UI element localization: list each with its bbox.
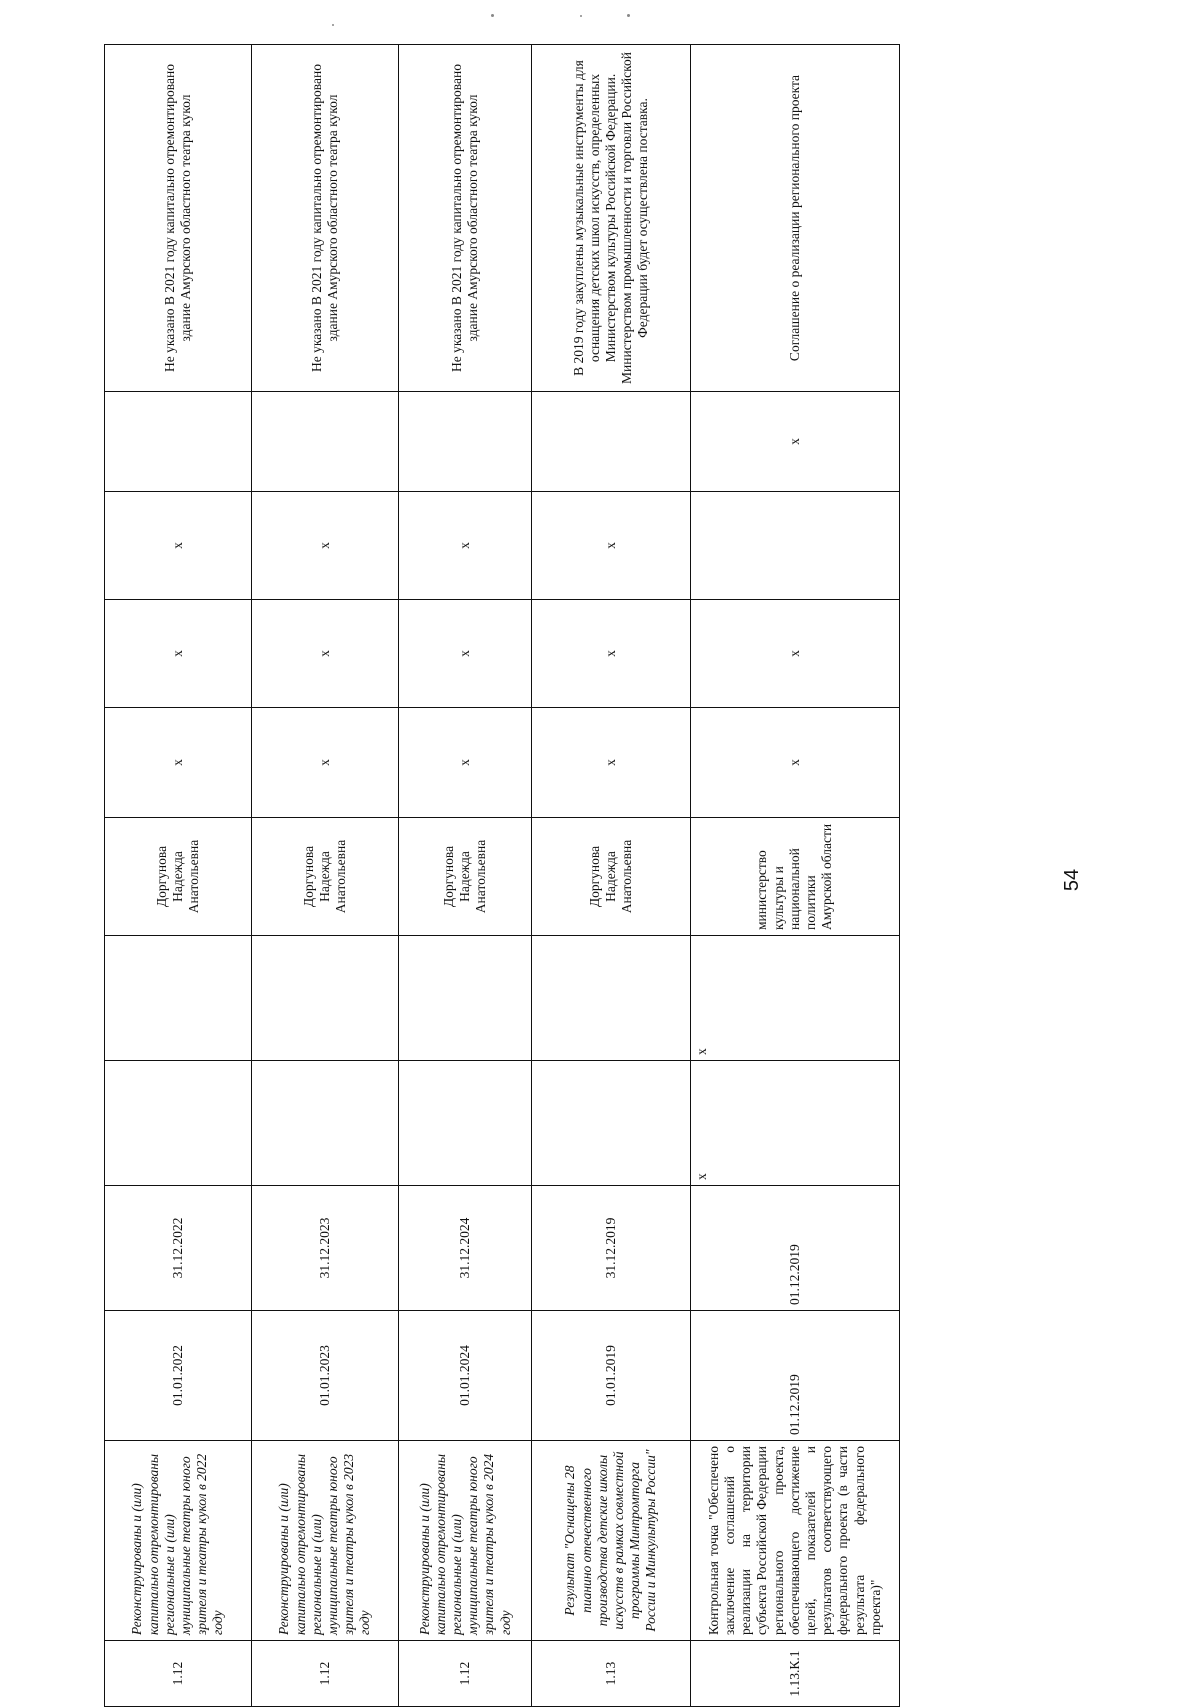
responsible-person: Доргунова Надежда Анатольевна (532, 818, 690, 936)
responsible-person: министерство культуры и национальной политики Амурской области (690, 818, 899, 936)
x-mark (690, 492, 899, 600)
table-row (690, 45, 899, 1707)
responsible-person: Доргунова Надежда Анатольевна (398, 818, 531, 936)
mark-cell (105, 1061, 252, 1186)
start-date: 01.01.2019 (532, 1311, 690, 1441)
x-mark (532, 392, 690, 492)
x-mark: x (251, 492, 398, 600)
end-date: 31.12.2022 (105, 1186, 252, 1311)
mark-cell (532, 936, 690, 1061)
mark-cell (251, 1061, 398, 1186)
project-schedule-table (104, 44, 900, 1707)
x-mark: x (398, 600, 531, 708)
scan-speck (491, 14, 494, 17)
comment: Соглашение о реализации регионального проекта (690, 45, 899, 392)
comment: Не указано В 2021 году капитально отремонтировано здание Амурского областного театра кукол (251, 45, 398, 392)
x-mark: x (398, 492, 531, 600)
x-mark: x (532, 492, 690, 600)
start-date: 01.01.2024 (398, 1311, 531, 1441)
row-number: 1.13 (532, 1641, 690, 1707)
x-mark (398, 392, 531, 492)
page-number: 54 (1060, 868, 1083, 892)
table-row (251, 45, 398, 1707)
mark-cell (105, 936, 252, 1061)
mark-cell (251, 936, 398, 1061)
start-date: 01.01.2023 (251, 1311, 398, 1441)
task-name: Реконструированы и (или) капитально отремонтированы региональные и (или) муниципальные театры юного зрителя и театры кукол в 2023 году (251, 1441, 398, 1641)
end-date: 31.12.2023 (251, 1186, 398, 1311)
scan-speck (332, 24, 334, 26)
x-mark: x (105, 600, 252, 708)
rotated-table-scan (104, 45, 900, 1707)
x-mark: x (532, 600, 690, 708)
row-number: 1.13.К.1 (690, 1641, 899, 1707)
table-row (398, 45, 531, 1707)
x-mark: x (532, 708, 690, 818)
mark-cell (532, 1061, 690, 1186)
mark-cell (398, 1061, 531, 1186)
responsible-person: Доргунова Надежда Анатольевна (251, 818, 398, 936)
end-date: 01.12.2019 (690, 1186, 899, 1311)
row-number: 1.12 (105, 1641, 252, 1707)
x-mark: x (690, 600, 899, 708)
x-mark: x (690, 708, 899, 818)
task-name: Реконструированы и (или) капитально отремонтированы региональные и (или) муниципальные театры юного зрителя и театры кукол в 2022 году (105, 1441, 252, 1641)
x-mark: x (251, 600, 398, 708)
row-number: 1.12 (398, 1641, 531, 1707)
start-date: 01.01.2022 (105, 1311, 252, 1441)
responsible-person: Доргунова Надежда Анатольевна (105, 818, 252, 936)
x-mark: x (105, 708, 252, 818)
x-mark: x (690, 392, 899, 492)
start-date: 01.12.2019 (690, 1311, 899, 1441)
x-mark: x (251, 708, 398, 818)
table-row (532, 45, 690, 1707)
table-row (105, 45, 252, 1707)
x-mark: x (398, 708, 531, 818)
comment: Не указано В 2021 году капитально отремонтировано здание Амурского областного театра кукол (398, 45, 531, 392)
task-name: Реконструированы и (или) капитально отремонтированы региональные и (или) муниципальные театры юного зрителя и театры кукол в 2024 году (398, 1441, 531, 1641)
scan-speck (580, 15, 582, 17)
mark-cell: x (690, 936, 899, 1061)
x-mark: x (105, 492, 252, 600)
x-mark (105, 392, 252, 492)
end-date: 31.12.2024 (398, 1186, 531, 1311)
mark-cell (398, 936, 531, 1061)
end-date: 31.12.2019 (532, 1186, 690, 1311)
comment: Не указано В 2021 году капитально отремонтировано здание Амурского областного театра кукол (105, 45, 252, 392)
x-mark (251, 392, 398, 492)
task-name: Результат "Оснащены 28 пианино отечественного производства детские школы искусств в рамках совместной программы Минпромторга России и Минкультуры России" (532, 1441, 690, 1641)
row-number: 1.12 (251, 1641, 398, 1707)
mark-cell: x (690, 1061, 899, 1186)
task-name: Контрольная точка "Обеспечено заключение соглашений о реализации на территории субъекта Российской Федерации регионального проекта, обеспечивающего достижение целей, показателей и результатов соответствующего федерального проекта (в части результата федерального проекта)" (690, 1441, 899, 1641)
scan-speck (627, 14, 630, 17)
comment: В 2019 году закуплены музыкальные инструменты для оснащения детских школ искусств, определенных Министерством культуры Российской Федерации. Министерством промышленности и торговли Российской Федерации будет осуществлена поставка. (532, 45, 690, 392)
